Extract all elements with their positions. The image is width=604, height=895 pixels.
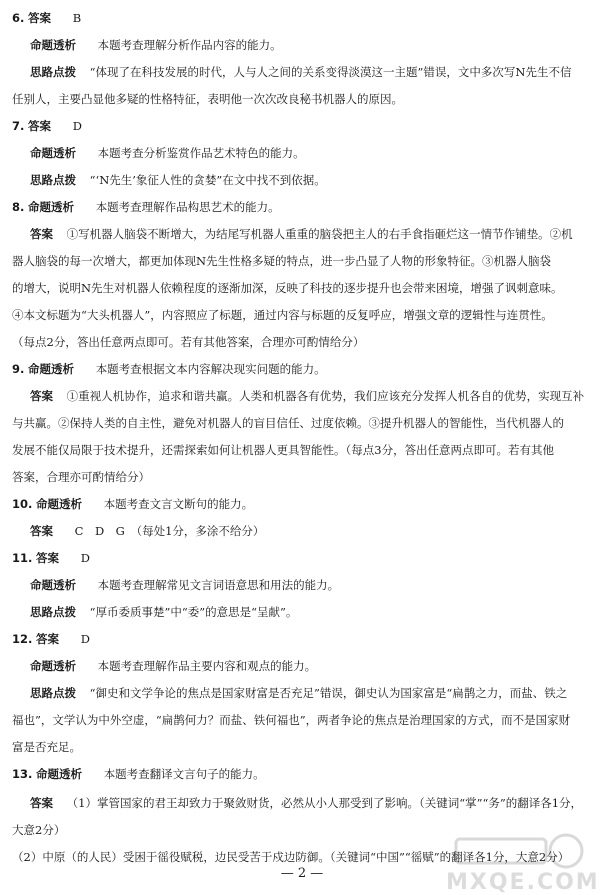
question-number: 11. xyxy=(12,551,33,565)
q8-answer-line-3 xyxy=(12,280,563,297)
q11-answer-line xyxy=(12,550,90,567)
q13-answer-line-1 xyxy=(30,795,582,812)
answer-value: B xyxy=(72,11,82,25)
analysis-text: 本题考查根据文本内容解决现实问题的能力。 xyxy=(95,362,326,376)
question-number: 10. xyxy=(12,497,33,511)
answer-text: 发展不能仅局限于技术提升，还需探索如何让机器人更具智能性。（每点3分，答出任意两点即可。若有其他 xyxy=(12,443,555,457)
hint-text: “御史和文学争论的焦点是国家财富是否充足”错误，御史认为国家富是“扁鹊之力，而盐、铁之 xyxy=(89,686,568,700)
analysis-label: 命题透析 xyxy=(36,767,83,781)
answer-label: 答案 xyxy=(36,551,60,565)
page-number: — 2 — xyxy=(280,866,324,881)
analysis-label: 命题透析 xyxy=(30,146,76,160)
analysis-text: 本题考查文言文断句的能力。 xyxy=(103,497,254,511)
hint-label: 思路点拨 xyxy=(30,173,76,187)
answer-label: 答案 xyxy=(30,389,53,403)
watermark-logo-icon xyxy=(446,833,596,873)
hint-text: “厚币委质事楚”中“委”的意思是“呈献”。 xyxy=(89,605,298,619)
q7-answer-line xyxy=(12,118,82,135)
q9-answer-line-2 xyxy=(12,415,564,432)
q13-answer-line-2 xyxy=(12,822,65,839)
q9-analysis-line xyxy=(12,361,326,378)
answer-text: （每点2分，答出任意两点即可。若有其他答案，合理亦可酌情给分） xyxy=(12,335,365,349)
q9-answer-line-3 xyxy=(12,442,554,459)
analysis-label: 命题透析 xyxy=(30,578,76,592)
answer-value: D xyxy=(72,119,82,133)
answer-label: 答案 xyxy=(28,11,52,25)
analysis-text: 本题考查分析鉴赏作品艺术特色的能力。 xyxy=(97,146,305,160)
analysis-label: 命题透析 xyxy=(30,38,76,52)
answer-text: （1）掌管国家的君王却致力于聚敛财货，必然从小人那受到了影响。（关键词“掌”“务”的翻译各1分， xyxy=(66,796,583,810)
hint-text: 任别人，主要凸显他多疑的性格特征，表明他一次次改良秘书机器人的原因。 xyxy=(12,92,403,106)
analysis-text: 本题考查理解常见文言词语意思和用法的能力。 xyxy=(97,578,340,592)
q13-analysis-line xyxy=(12,766,265,783)
answer-text: 答案，合理亦可酌情给分） xyxy=(12,470,150,484)
analysis-label: 命题透析 xyxy=(30,659,76,673)
answer-value: D xyxy=(80,551,90,565)
q12-hint-line-3 xyxy=(12,739,81,756)
q10-answer-line xyxy=(30,523,264,540)
question-number: 13. xyxy=(12,767,33,781)
q9-answer-line-1 xyxy=(30,388,584,405)
q6-analysis-line xyxy=(30,37,282,54)
q7-hint-line xyxy=(30,172,326,189)
answer-value: D xyxy=(80,632,90,646)
answer-text: 大意2分） xyxy=(12,823,66,837)
answer-text: （2）中原（的人民）受困于徭役赋税，边民受苦于戍边防御。（关键词“中国”“徭赋”的翻译各1分，大意2分） xyxy=(12,850,570,864)
question-number: 9. xyxy=(12,362,25,376)
answer-text: 与共赢。②保持人类的自主性，避免对机器人的盲目信任、过度依赖。③提升机器人的智能性，当代机器人的 xyxy=(12,416,564,430)
q12-analysis-line xyxy=(30,658,316,675)
hint-label: 思路点拨 xyxy=(30,605,76,619)
answer-text: ①写机器人脑袋不断增大，为结尾写机器人重重的脑袋把主人的右手食指砸烂这一情节作铺垫。②机 xyxy=(66,227,573,241)
answer-text: C D G （每处1分，多涂不给分） xyxy=(74,524,265,538)
answer-text: ④本文标题为“大头机器人”，内容照应了标题，通过内容与标题的反复呼应，增强文章的逻辑性与连贯性。 xyxy=(12,308,553,322)
hint-label: 思路点拨 xyxy=(30,686,76,700)
q12-hint-line xyxy=(30,685,567,702)
analysis-label: 命题透析 xyxy=(28,200,75,214)
question-number: 7. xyxy=(12,119,25,133)
analysis-label: 命题透析 xyxy=(36,497,83,511)
analysis-text: 本题考查理解作品主要内容和观点的能力。 xyxy=(97,659,317,673)
q6-answer-line xyxy=(12,10,81,27)
question-number: 6. xyxy=(12,11,25,25)
q9-answer-line-4 xyxy=(12,469,150,486)
hint-text: 富是否充足。 xyxy=(12,740,81,754)
q10-analysis-line xyxy=(12,496,253,513)
q12-answer-line xyxy=(12,631,90,648)
q8-answer-line-1 xyxy=(30,226,573,243)
q8-answer-line-5 xyxy=(12,334,364,351)
analysis-label: 命题透析 xyxy=(28,362,75,376)
q12-hint-line-2 xyxy=(12,712,570,729)
answer-label: 答案 xyxy=(30,796,53,810)
answer-label: 答案 xyxy=(30,227,53,241)
question-number: 12. xyxy=(12,632,33,646)
q8-answer-line-4 xyxy=(12,307,553,324)
watermark xyxy=(446,833,600,895)
answer-text: 的增大，说明N先生对机器人依赖程度的逐渐加深，反映了科技的逐步提升也会带来困境，增强了讽刺意味。 xyxy=(12,281,563,295)
q11-hint-line xyxy=(30,604,297,621)
answer-label: 答案 xyxy=(30,524,53,538)
hint-label: 思路点拨 xyxy=(30,65,76,79)
analysis-text: 本题考查翻译文言句子的能力。 xyxy=(103,767,265,781)
question-number: 8. xyxy=(12,200,25,214)
q6-hint-line-2 xyxy=(12,91,403,108)
q11-analysis-line xyxy=(30,577,339,594)
answer-label: 答案 xyxy=(36,632,60,646)
analysis-text: 本题考查理解作品构思艺术的能力。 xyxy=(95,200,280,214)
q8-answer-line-2 xyxy=(12,253,551,270)
answer-label: 答案 xyxy=(28,119,52,133)
analysis-text: 本题考查理解分析作品内容的能力。 xyxy=(97,38,282,52)
hint-text: 福也”，文学认为中外空虚，“扁鹊何力？而盐、铁何福也”，两者争论的焦点是治理国家的方式，而不是国家财 xyxy=(12,713,571,727)
hint-text: “‘N先生’象征人性的贪婪”在文中找不到依据。 xyxy=(89,173,326,187)
q8-analysis-line xyxy=(12,199,280,216)
q7-analysis-line xyxy=(30,145,305,162)
hint-text: “体现了在科技发展的时代，人与人之间的关系变得淡漠这一主题”错误，文中多次写N先生不信 xyxy=(89,65,572,79)
answer-text: 器人脑袋的每一次增大，都更加体现N先生性格多疑的特点，进一步凸显了人物的形象特征。③机器人脑袋 xyxy=(12,254,552,268)
watermark-text: MXQE.COM xyxy=(446,870,600,895)
answer-text: ①重视人机协作，追求和谐共赢。人类和机器各有优势，我们应该充分发挥人机各自的优势，实现互补 xyxy=(66,389,585,403)
q6-hint-line xyxy=(30,64,571,81)
